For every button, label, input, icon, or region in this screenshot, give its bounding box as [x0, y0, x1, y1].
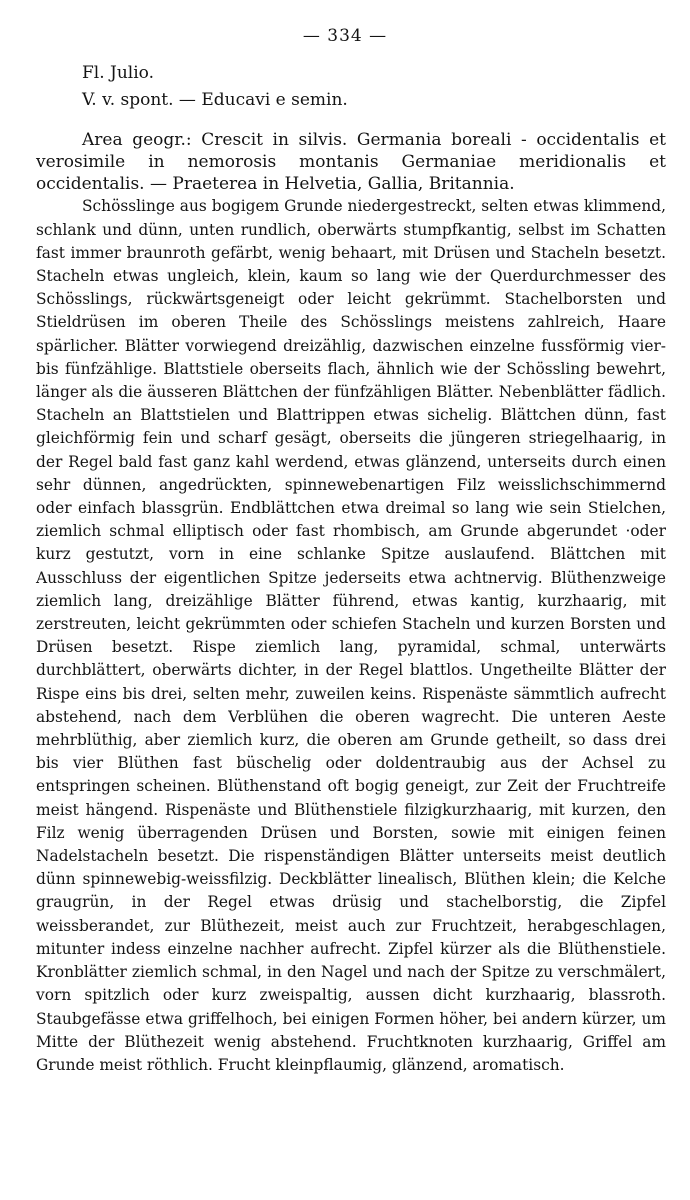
species-description-paragraph: Schösslinge aus bogigem Grunde niedergestreckt, selten etwas klimmend, schlank und dünn, unten rundlich, oberwärts stumpfkantig, selbst im Schatten fast immer braunroth gefärbt, wenig behaart, mit Drüsen und Stacheln besetzt. Stacheln etwas ungleich, klein, kaum so lang wie der Querdurchmesser des Schösslings, rückwärtsgeneigt oder leicht gekrümmt. Stachelborsten und Stieldrüsen im oberen Theile des Schösslings meistens zahlreich, Haare spärlicher. Blätter vorwiegend dreizählig, dazwischen einzelne fussförmig vier- bis fünfzählige. Blattstiele oberseits flach, ähnlich wie der Schössling bewehrt, länger als die äusseren Blättchen der fünfzähligen Blätter. Nebenblätter fädlich. Stacheln an Blattstielen und Blattrippen etwas sichelig. Blättchen dünn, fast gleichförmig fein und scharf gesägt, oberseits die jüngeren striegelhaarig, in der Regel bald fast ganz kahl werdend, etwas glänzend, unterseits durch einen sehr dünnen, angedrückten, spinnewebenartigen Filz weisslichschimmernd oder einfach blassgrün. Endblättchen etwa dreimal so lang wie sein Stielchen, ziemlich schmal elliptisch oder fast rhombisch, am Grunde abgerundet ·oder kurz gestutzt, vorn in eine schlanke Spitze auslaufend. Blättchen mit Ausschluss der eigentlichen Spitze jederseits etwa achtnervig. Blüthenzweige ziemlich lang, dreizählige Blätter führend, etwas kantig, kurzhaarig, mit zerstreuten, leicht gekrümmten oder schiefen Stacheln und kurzen Borsten und Drüsen besetzt. Rispe ziemlich lang, pyramidal, schmal, unterwärts durchblättert, oberwärts dichter, in der Regel blattlos. Ungetheilte Blätter der Rispe eins bis drei, selten mehr, zuweilen keins. Rispenäste sämmtlich aufrecht abstehend, nach dem Verblühen die oberen wagrecht. Die unteren Aeste mehrblüthig, aber ziemlich kurz, die oberen am Grunde getheilt, so dass drei bis vier Blüthen fast büschelig oder doldentraubig aus der Achsel zu entspringen scheinen. Blüthenstand oft bogig geneigt, zur Zeit der Fruchtreife meist hängend. Rispenäste und Blüthenstiele filzigkurzhaarig, mit kurzen, den Filz wenig überragenden Drüsen und Borsten, sowie mit einigen feinen Nadelstacheln besetzt. Die rispenständigen Blätter unterseits meist deutlich dünn spinnewebig-weissfilzig. Deckblätter linealisch, Blüthen klein; die Kelche graugrün, in der Regel etwas drüsig und stachelborstig, die Zipfel weissberandet, zur Blüthezeit, meist auch zur Fruchtzeit, herabgeschlagen, mitunter indess einzelne nachher aufrecht. Zipfel kürzer als die Blüthenstiele. Kronblätter ziemlich schmal, in den Nagel und nach der Spitze zu verschmälert, vorn spitzlich oder kurz zweispaltig, aussen dicht kurzhaarig, blassroth. Staubgefässe etwa griffelhoch, bei einigen Formen höher, bei andern kürzer, um Mitte der Blüthezeit wenig abstehend. Fruchtknoten kurzhaarig, Griffel am Grunde meist röthlich. Frucht kleinpflaumig, glänzend, aromatisch. [36, 197, 666, 1074]
cultivation-status: V. v. spont. — Educavi e semin. [82, 90, 348, 110]
flowering-time: Fl. Julio. [82, 63, 155, 83]
geographic-area-paragraph: Area geogr.: Crescit in silvis. Germania boreali - occidentalis et verosimile in nemorosis montanis Germaniae meridionalis et occidentalis. — Praeterea in Helvetia, Gallia, Britannia. [36, 130, 666, 194]
page-number: — 334 — [302, 26, 388, 46]
